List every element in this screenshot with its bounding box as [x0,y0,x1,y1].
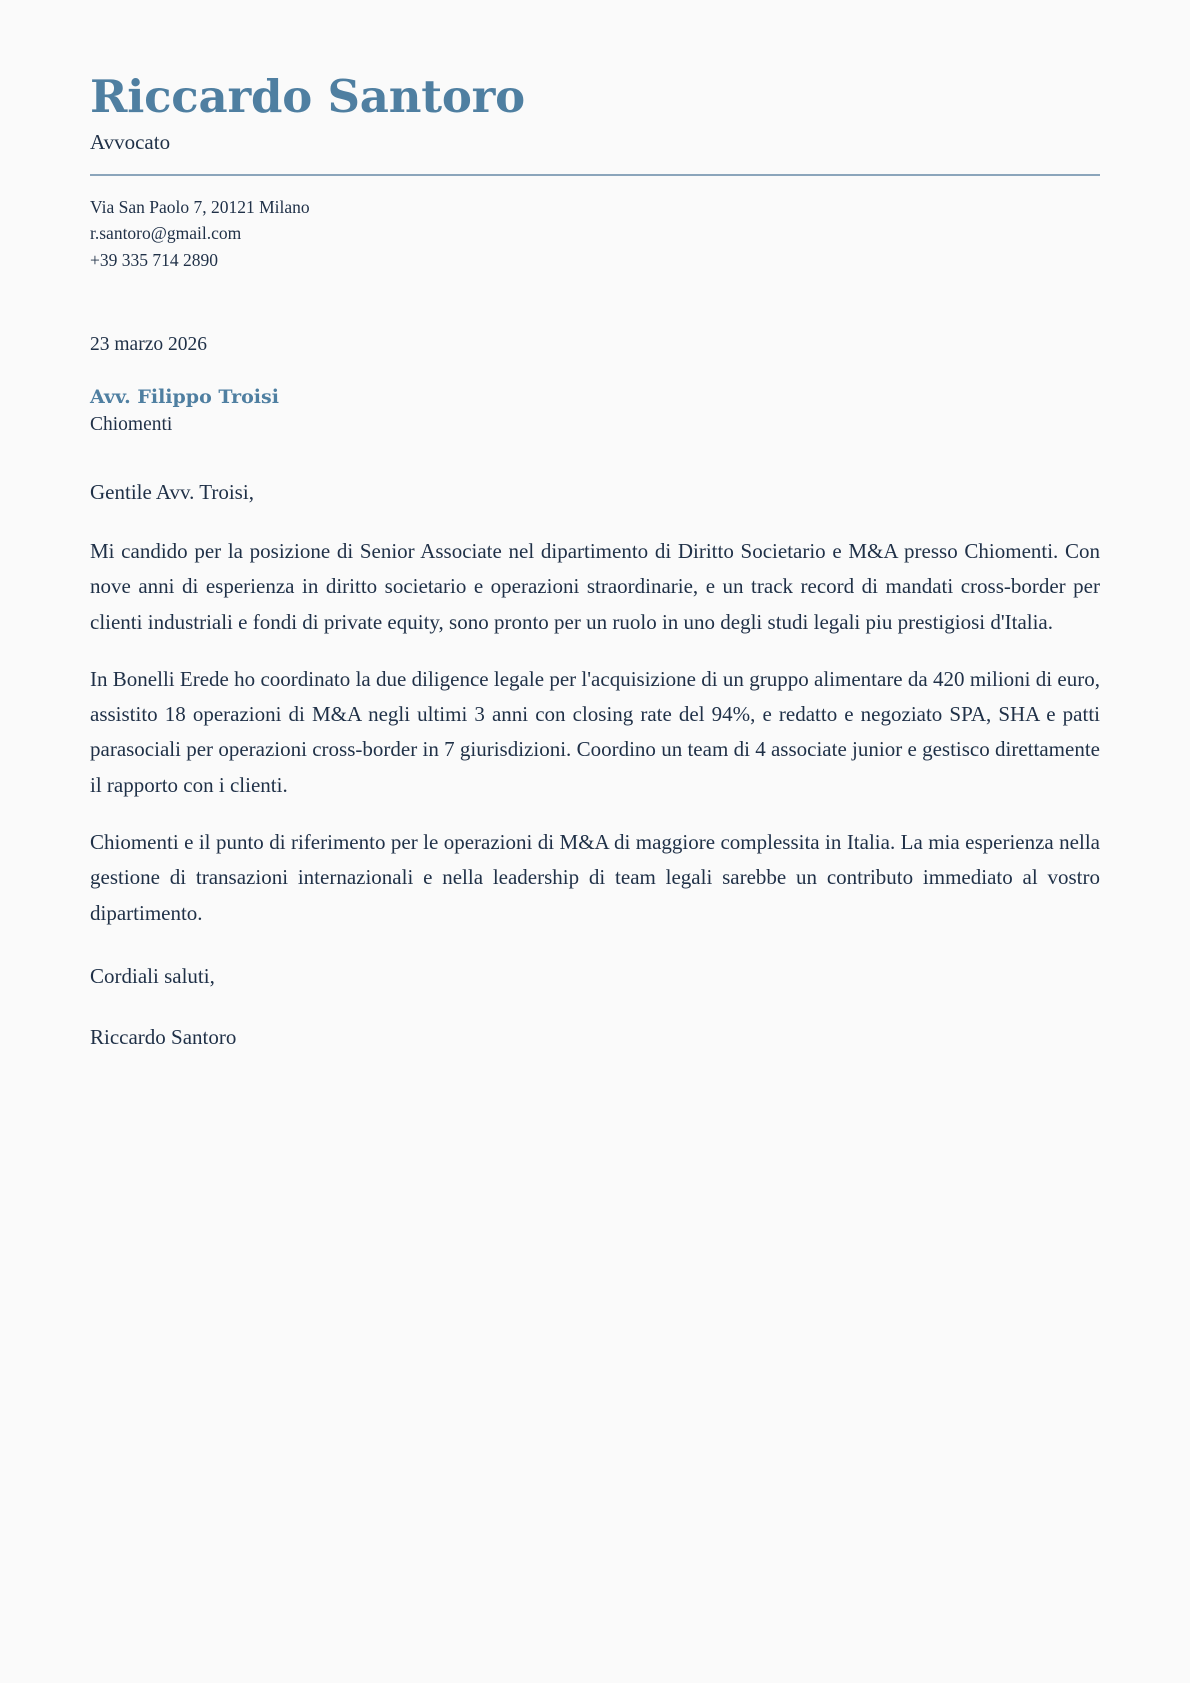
recipient-block [90,385,1100,439]
contact-phone[interactable]: +39 335 714 2890 [90,249,218,270]
sender-name: Riccardo Santoro [90,70,526,123]
contact-address: Via San Paolo 7, 20121 Milano [90,196,310,217]
letter-paragraph-3: Chiomenti e il punto di riferimento per le operazioni di M&A di maggiore complessita in Italia. La mia esperienza nella gestione di transazioni internazionali e nella leadership di team legali sarebbe un contributo immediato al vostro dipartimento. [90,829,1100,925]
header-divider [90,174,1100,176]
letter-closing: Cordiali saluti, [90,963,215,988]
sender-job-title: Avvocato [90,130,171,155]
letter-paragraph-1: Mi candido per la posizione di Senior Associate nel dipartimento di Diritto Societario e M&A presso Chiomenti. Con nove anni di esperienza in diritto societario e operazioni straordinarie, e un track record di mandati cross-border per clienti industriali e fondi di private equity, sono pronto per un ruolo in uno degli studi legali piu prestigiosi d'Italia. [90,539,1100,634]
contact-email[interactable]: r.santoro@gmail.com [90,223,242,244]
recipient-company: Chiomenti [90,414,173,436]
contact-block [90,194,1100,274]
letter-salutation: Gentile Avv. Troisi, [90,479,254,504]
letter-date: 23 marzo 2026 [90,334,207,356]
recipient-name: Avv. Filippo Troisi [90,385,279,408]
letter-signature: Riccardo Santoro [90,1025,237,1050]
letter-header [90,72,1100,176]
letter-paragraph-2: In Bonelli Erede ho coordinato la due diligence legale per l'acquisizione di un gruppo alimentare da 420 milioni di euro, assistito 18 operazioni di M&A negli ultimi 3 anni con closing rate del 94%, e redatto e negoziato SPA, SHA e patti parasociali per operazioni cross-border in 7 giurisdizioni. Coordino un team di 4 associate junior e gestisco direttamente il rapporto con i clienti. [90,666,1100,797]
